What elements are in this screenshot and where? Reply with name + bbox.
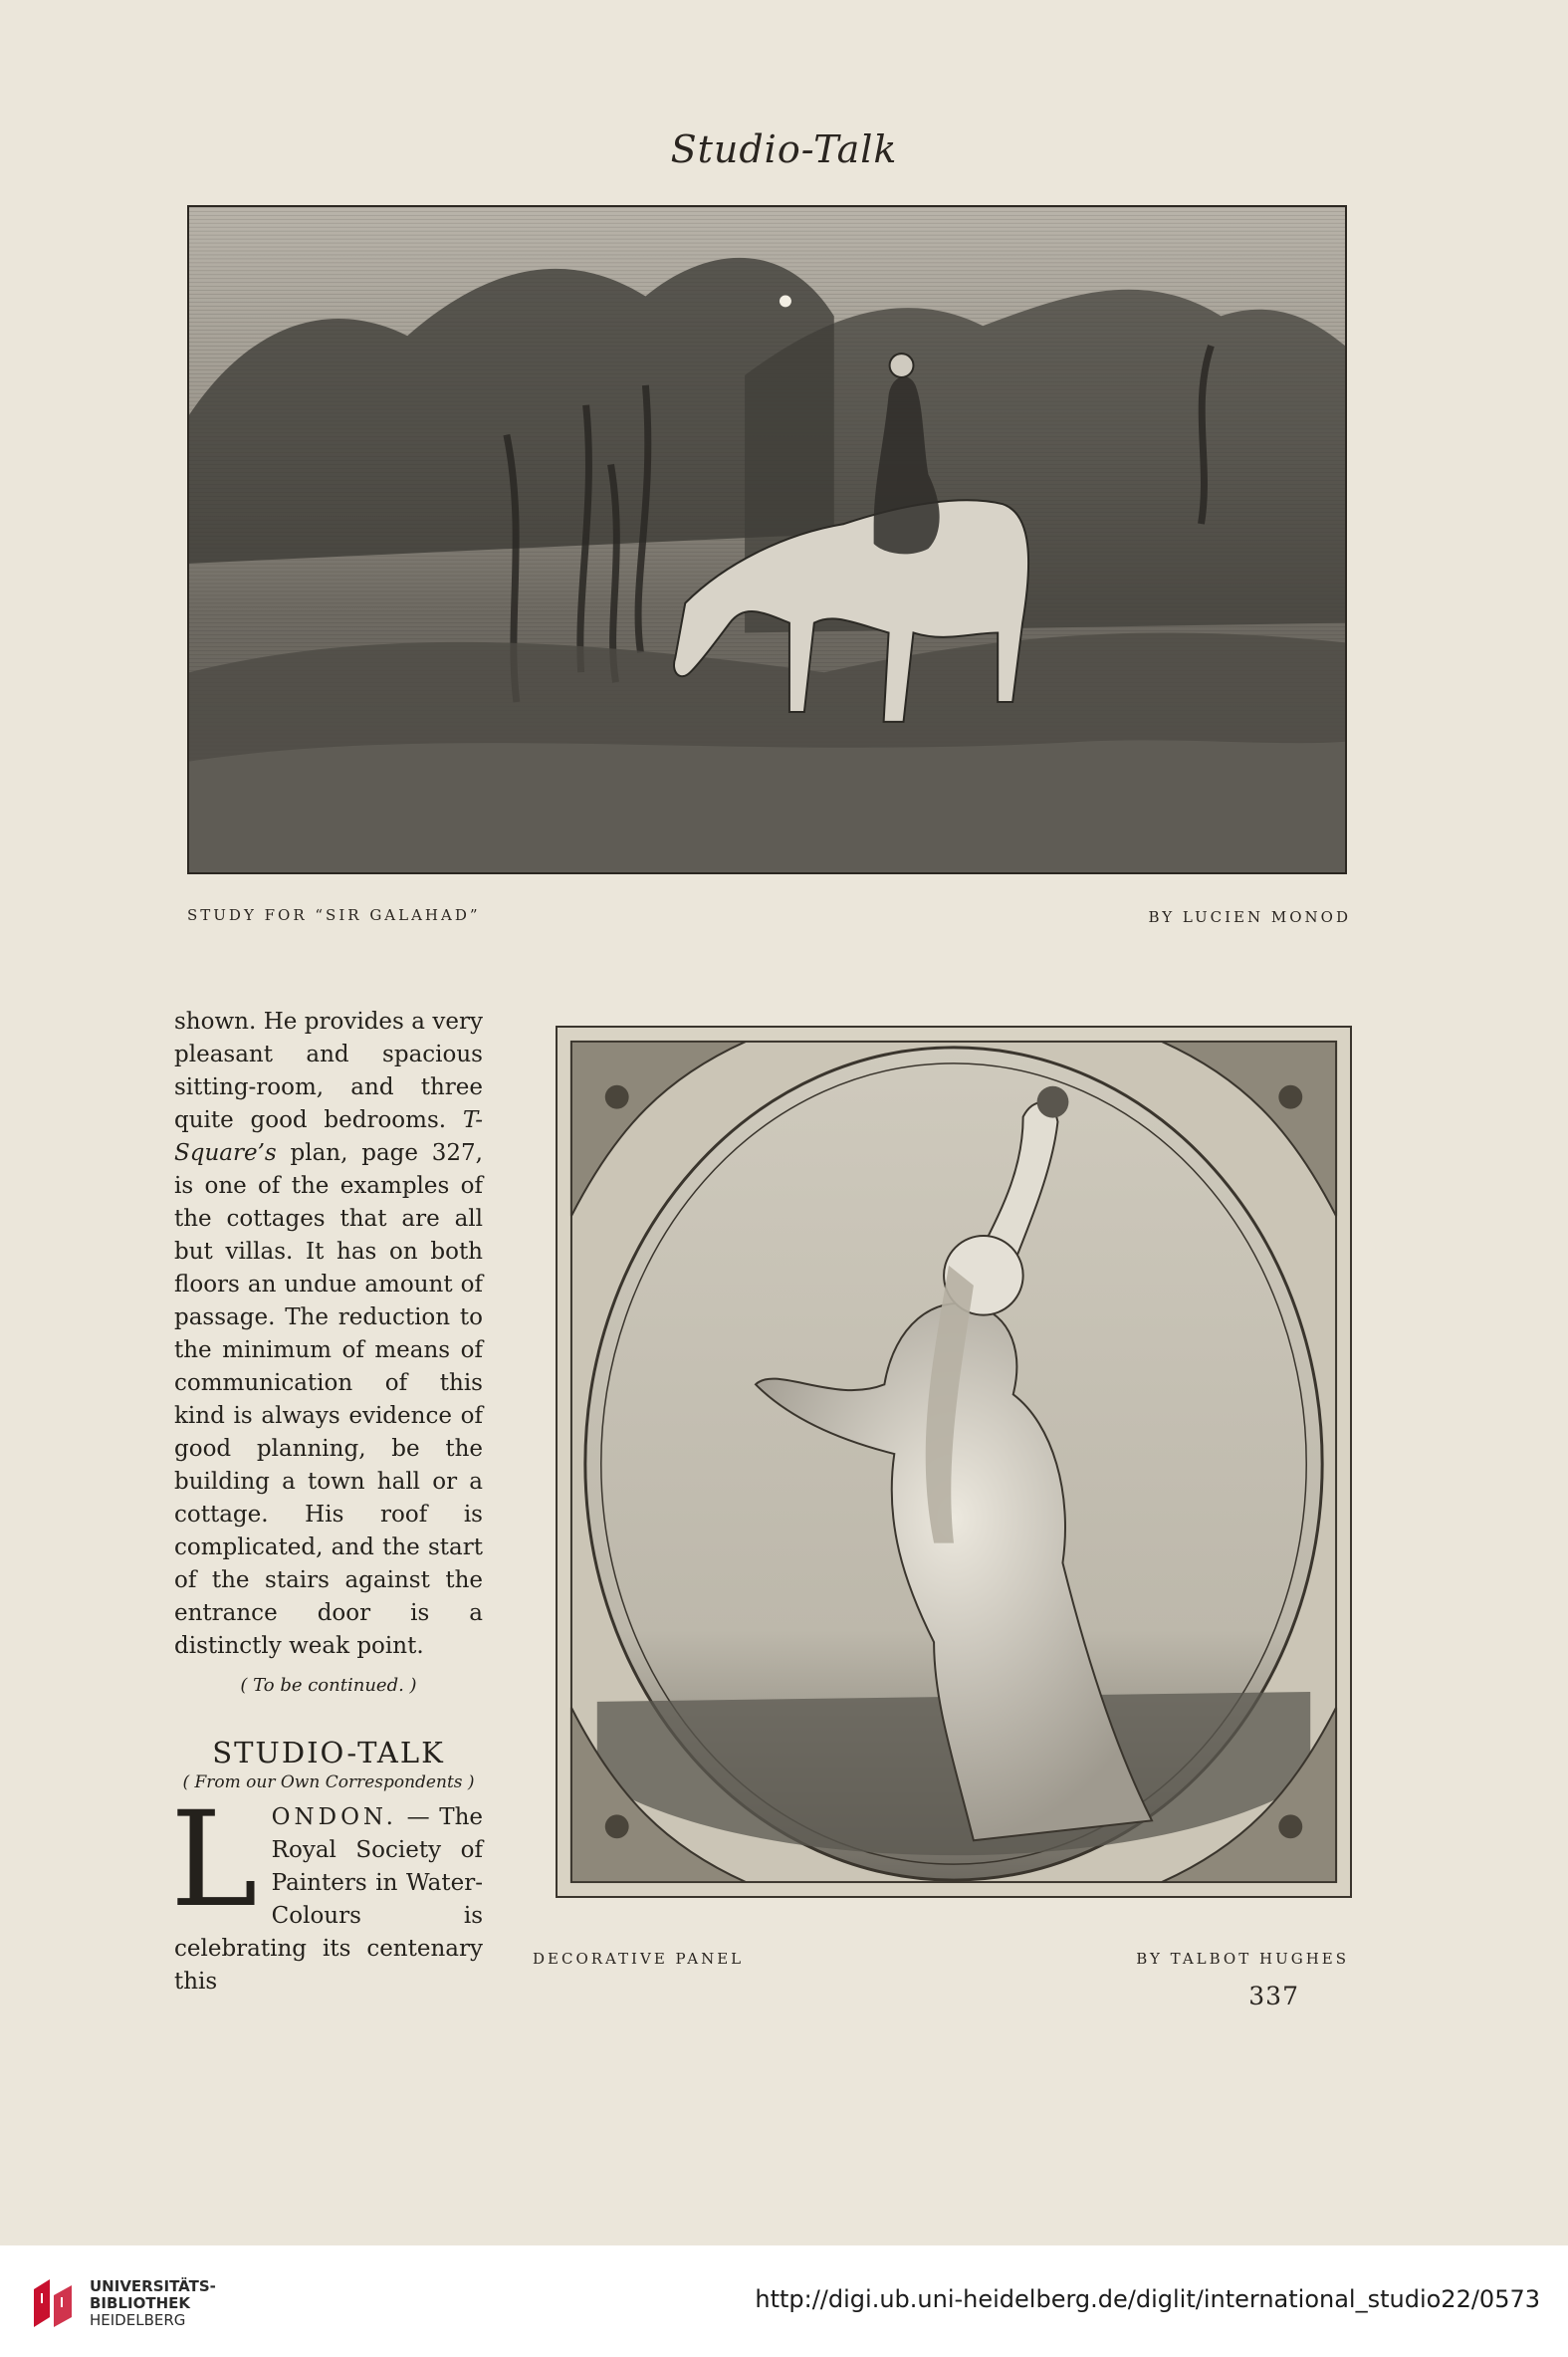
running-title: Studio-Talk — [670, 127, 898, 171]
caption-top-artist: BY LUCIEN MONOD — [1148, 908, 1351, 926]
lead-paragraph — [170, 1783, 483, 1999]
body-paragraph — [174, 1006, 483, 1663]
caption-bottom-artist: BY TALBOT HUGHES — [1136, 1950, 1349, 1968]
library-line-1: UNIVERSITÄTS- — [90, 2277, 216, 2295]
lead-caps: ONDON. — [271, 1804, 397, 1830]
footer-bar — [0, 2245, 1568, 2357]
section-subheading: ( From our Own Correspondents ) — [182, 1772, 475, 1792]
text-column — [170, 1006, 483, 1999]
paragraph-text-2: plan, page 327, is one of the examples of the cottages that are all but villas. It has on both floors an undue amount of passage. The reduction to the minimum of means of communication of this kind is always evidence of good planning, be the building a town hall or a cottage. His roof is complicated, and the start of the stairs against the entrance door is a distinctly weak point. — [174, 1140, 483, 1659]
italic-term: T-Square’s — [174, 1107, 483, 1166]
caption-top-title: STUDY FOR “SIR GALAHAD” — [187, 906, 481, 924]
drop-cap: L — [170, 1783, 258, 1937]
continued-note: ( To be continued. ) — [240, 1675, 417, 1696]
caption-bottom-title: DECORATIVE PANEL — [533, 1950, 745, 1968]
illustration-sir-galahad — [187, 205, 1347, 874]
section-heading: STUDIO-TALK — [212, 1736, 445, 1769]
lead-text: — The Royal Society of Painters in Water-Colours is celebrating its centenary this — [174, 1804, 483, 1995]
library-logo-icon[interactable] — [30, 2275, 76, 2331]
library-line-2: BIBLIOTHEK — [90, 2294, 190, 2312]
page-number: 337 — [1248, 1982, 1299, 2010]
paragraph-text-1: shown. He provides a very pleasant and spacious sitting-room, and three quite good bedrooms. — [174, 1009, 483, 1133]
illustration-decorative-panel — [556, 1026, 1352, 1898]
source-url-link[interactable]: http://digi.ub.uni-heidelberg.de/diglit/international_studio22/0573 — [755, 2285, 1540, 2313]
library-line-3: HEIDELBERG — [90, 2311, 186, 2329]
library-name — [90, 2278, 216, 2329]
